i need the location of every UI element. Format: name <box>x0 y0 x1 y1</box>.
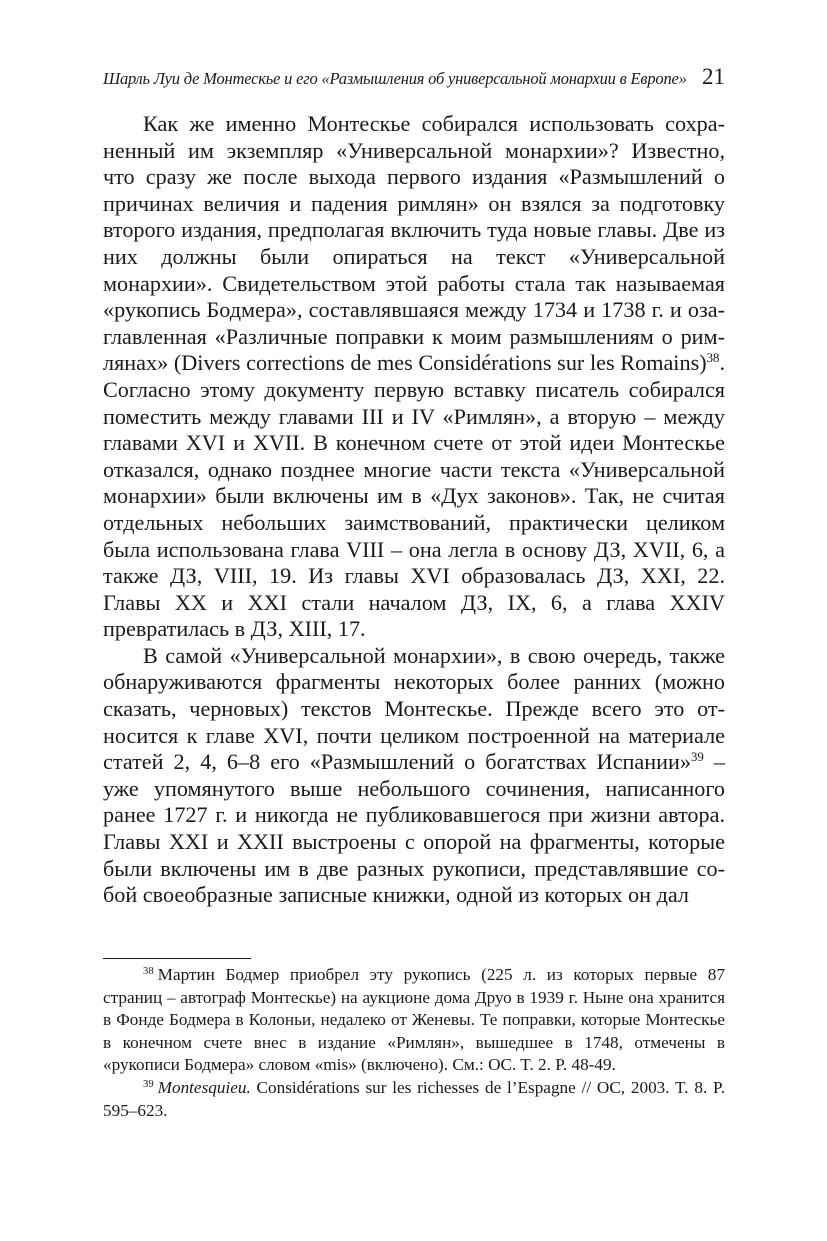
footnote-separator <box>103 958 251 959</box>
paragraph-2 <box>103 643 725 909</box>
page-number: 21 <box>702 64 725 89</box>
paragraph-1-text-after: . Согласно этому документу первую вставку писатель собирался поместить между главами III и IV «Римлян», а вторую – между главами XVI и XVII. В конечном счете от этой идеи Монтескье отказался, однако позднее многие части текста «Универсальной монархии» были включены им в «Дух законов». Так, не считая отдельных небольших заимствований, практически целиком была использована глава VIII – она легла в основу ДЗ, XVII, 6, а также ДЗ, VIII, 19. Из главы XVI образовалась ДЗ, XXI, 22. Главы XX и XXI стали началом ДЗ, IX, 6, а глава XXIV превратилась в ДЗ, XIII, 17. <box>103 350 725 642</box>
paragraph-1 <box>103 111 725 643</box>
footnote-ref-39[interactable]: 39 <box>691 750 704 765</box>
paragraph-2-text: В самой «Универсальной монархии», в свою очередь, также обнаруживаются фрагменты некоторых более ранних (можно сказать, черновых) текстов Монтескье. Прежде всего это относится к главе XVI, почти целиком построенной на материале статей 2, 4, 6–8 его «Размышлений о богатствах Испании» <box>103 642 725 775</box>
running-head-title: Шарль Луи де Монтескье и его «Размышления об универсальной монархии в Европе» <box>103 69 687 88</box>
footnote-number: 39 <box>143 1078 154 1090</box>
footnote-38 <box>103 964 725 1077</box>
paragraph-1-text: Как же именно Монтескье собирался использовать сохраненный им экземпляр «Универсальной монархии»? Известно, что сразу же после выхода первого издания «Размышлений о причинах величия и падения римлян» он взялся за подготовку второго издания, предполагая включить туда новые главы. Две из них должны были опираться на текст «Универсальной монархии». Свидетельством этой работы стала так называемая «рукопись Бодмера», составлявшаяся между 1734 и 1738 г. и озаглавленная «Различные поправки к моим размышлениям о римлянах» (Divers corrections de mes Considérations sur les Romains) <box>103 111 725 376</box>
footnote-39 <box>103 1077 725 1122</box>
footnote-ref-38[interactable]: 38 <box>706 351 720 366</box>
body-text <box>103 111 725 909</box>
footnotes <box>103 964 725 1122</box>
footnote-number: 38 <box>143 965 154 977</box>
paragraph-2-text-after: – уже упомянутого выше небольшого сочинения, написанного ранее 1727 г. и никогда не публиковавшегося при жизни автора. Главы XXI и XXII выстроены с опорой на фрагменты, которые были включены им в две разных рукописи, представлявшие собой своеобразные записные книжки, одной из которых он дал <box>103 749 725 908</box>
footnote-text: Мартин Бодмер приобрел эту рукопись (225 л. из которых первые 87 страниц – автограф Монтескье) на аукционе дома Друо в 1939 г. Ныне она хранится в Фонде Бодмера в Колоньи, недалеко от Женевы. Те поправки, которые Монтескье в конечном счете внес в издание «Римлян», вышедшее в 1748, отмечены в «рукописи Бодмера» словом «mis» (включено). См.: OC. T. 2. P. 48-49. <box>103 965 725 1075</box>
running-head <box>103 64 725 90</box>
footnote-author: Montesquieu. <box>157 1077 251 1097</box>
footnote-text: Considérations sur les richesses de l’Espagne // OC, 2003. T. 8. P. 595–623. <box>103 1077 725 1120</box>
